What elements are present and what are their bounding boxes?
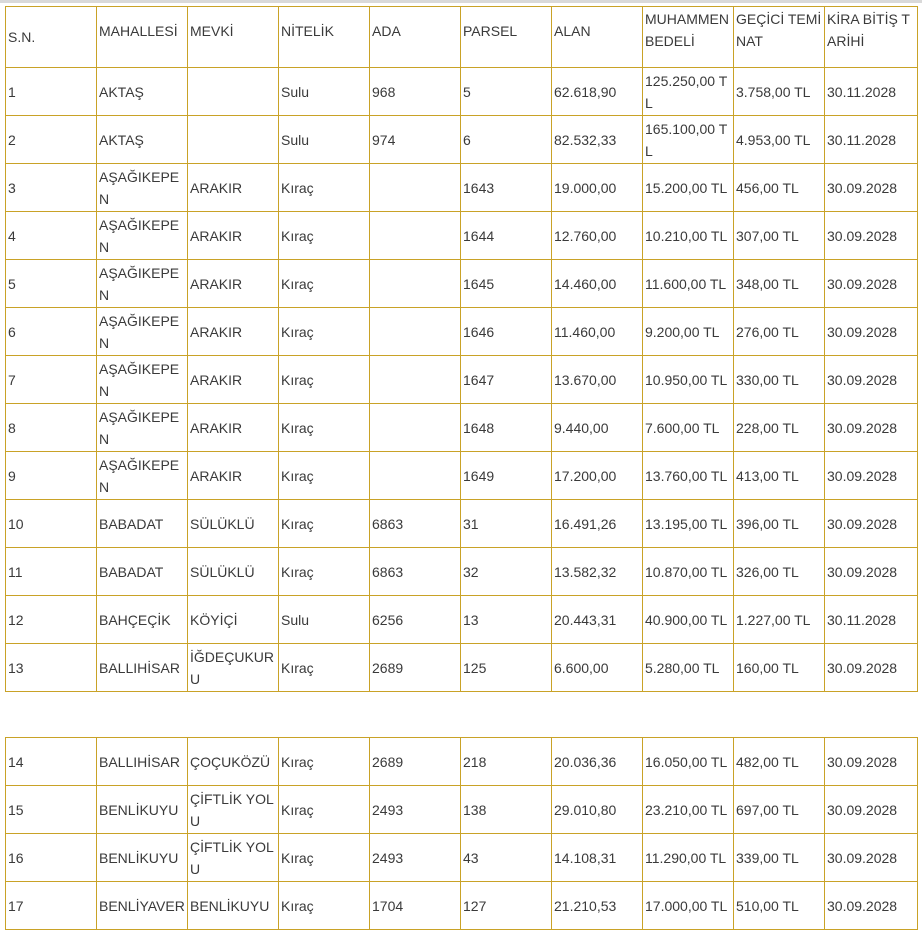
table-row bbox=[6, 164, 918, 212]
sira-no-cell: 15 bbox=[6, 786, 97, 834]
mahalle-cell: AKTAŞ bbox=[97, 116, 188, 164]
mahalle-cell: AŞAĞIKEPEN bbox=[97, 164, 188, 212]
kira-bitis-tarihi-cell: 30.09.2028 bbox=[825, 500, 918, 548]
header-cell-mevki: MEVKİ bbox=[188, 7, 279, 68]
parsel-cell: 1644 bbox=[461, 212, 552, 260]
ada-cell: 1704 bbox=[370, 882, 461, 930]
nitelik-cell: Kıraç bbox=[279, 164, 370, 212]
sira-no-cell: 9 bbox=[6, 452, 97, 500]
mahalle-cell: BENLİKUYU bbox=[97, 786, 188, 834]
ada-cell: 968 bbox=[370, 68, 461, 116]
nitelik-cell: Sulu bbox=[279, 116, 370, 164]
gecici-teminat-cell: 339,00 TL bbox=[734, 834, 825, 882]
alan-cell: 19.000,00 bbox=[552, 164, 643, 212]
mevki-cell: ARAKIR bbox=[188, 308, 279, 356]
kira-bitis-tarihi-cell: 30.09.2028 bbox=[825, 212, 918, 260]
mahalle-cell: BENLİKUYU bbox=[97, 834, 188, 882]
alan-cell: 17.200,00 bbox=[552, 452, 643, 500]
table-row bbox=[6, 786, 918, 834]
parsel-cell: 1643 bbox=[461, 164, 552, 212]
kira-bitis-tarihi-cell: 30.09.2028 bbox=[825, 738, 918, 786]
sira-no-cell: 8 bbox=[6, 404, 97, 452]
muhammen-bedel-cell: 13.760,00 TL bbox=[643, 452, 734, 500]
parsel-cell: 1648 bbox=[461, 404, 552, 452]
kira-bitis-tarihi-cell: 30.09.2028 bbox=[825, 308, 918, 356]
nitelik-cell: Kıraç bbox=[279, 260, 370, 308]
mevki-cell: SÜLÜKLÜ bbox=[188, 548, 279, 596]
header-cell-sn: S.N. bbox=[6, 7, 97, 68]
alan-cell: 16.491,26 bbox=[552, 500, 643, 548]
muhammen-bedel-cell: 23.210,00 TL bbox=[643, 786, 734, 834]
header-cell-alan: ALAN bbox=[552, 7, 643, 68]
ada-cell: 2689 bbox=[370, 644, 461, 692]
gecici-teminat-cell: 4.953,00 TL bbox=[734, 116, 825, 164]
mevki-cell: SÜLÜKLÜ bbox=[188, 500, 279, 548]
ada-cell: 6863 bbox=[370, 500, 461, 548]
gecici-teminat-cell: 276,00 TL bbox=[734, 308, 825, 356]
muhammen-bedel-cell: 11.290,00 TL bbox=[643, 834, 734, 882]
ada-cell bbox=[370, 308, 461, 356]
kira-bitis-tarihi-cell: 30.11.2028 bbox=[825, 596, 918, 644]
mevki-cell: KÖYİÇİ bbox=[188, 596, 279, 644]
header-cell-parsel: PARSEL bbox=[461, 7, 552, 68]
nitelik-cell: Kıraç bbox=[279, 548, 370, 596]
alan-cell: 12.760,00 bbox=[552, 212, 643, 260]
ada-cell: 2493 bbox=[370, 834, 461, 882]
alan-cell: 13.670,00 bbox=[552, 356, 643, 404]
ada-cell bbox=[370, 164, 461, 212]
sira-no-cell: 2 bbox=[6, 116, 97, 164]
muhammen-bedel-cell: 7.600,00 TL bbox=[643, 404, 734, 452]
table-row bbox=[6, 644, 918, 692]
gecici-teminat-cell: 396,00 TL bbox=[734, 500, 825, 548]
sira-no-cell: 5 bbox=[6, 260, 97, 308]
kira-bitis-tarihi-cell: 30.09.2028 bbox=[825, 452, 918, 500]
ada-cell: 974 bbox=[370, 116, 461, 164]
header-cell-kira-bitis-tarihi: KİRA BİTİŞ TARİHİ bbox=[825, 7, 918, 68]
parsel-cell: 1645 bbox=[461, 260, 552, 308]
nitelik-cell: Kıraç bbox=[279, 212, 370, 260]
parsel-cell: 32 bbox=[461, 548, 552, 596]
sira-no-cell: 10 bbox=[6, 500, 97, 548]
kira-bitis-tarihi-cell: 30.09.2028 bbox=[825, 834, 918, 882]
mevki-cell: ÇİFTLİK YOLU bbox=[188, 834, 279, 882]
muhammen-bedel-cell: 16.050,00 TL bbox=[643, 738, 734, 786]
gecici-teminat-cell: 326,00 TL bbox=[734, 548, 825, 596]
nitelik-cell: Kıraç bbox=[279, 738, 370, 786]
nitelik-cell: Kıraç bbox=[279, 786, 370, 834]
ada-cell: 6863 bbox=[370, 548, 461, 596]
parsel-cell: 13 bbox=[461, 596, 552, 644]
sira-no-cell: 12 bbox=[6, 596, 97, 644]
sira-no-cell: 1 bbox=[6, 68, 97, 116]
alan-cell: 82.532,33 bbox=[552, 116, 643, 164]
gecici-teminat-cell: 697,00 TL bbox=[734, 786, 825, 834]
nitelik-cell: Kıraç bbox=[279, 882, 370, 930]
table-row bbox=[6, 882, 918, 930]
ada-cell bbox=[370, 260, 461, 308]
alan-cell: 29.010,80 bbox=[552, 786, 643, 834]
mevki-cell bbox=[188, 116, 279, 164]
alan-cell: 13.582,32 bbox=[552, 548, 643, 596]
sira-no-cell: 17 bbox=[6, 882, 97, 930]
parsel-cell: 1649 bbox=[461, 452, 552, 500]
table-row bbox=[6, 404, 918, 452]
header-cell-mahalle: MAHALLESİ bbox=[97, 7, 188, 68]
table-header-row bbox=[6, 7, 918, 68]
muhammen-bedel-cell: 40.900,00 TL bbox=[643, 596, 734, 644]
mahalle-cell: BAHÇEÇİK bbox=[97, 596, 188, 644]
mahalle-cell: AŞAĞIKEPEN bbox=[97, 356, 188, 404]
mevki-cell bbox=[188, 68, 279, 116]
kira-bitis-tarihi-cell: 30.09.2028 bbox=[825, 356, 918, 404]
mevki-cell: ARAKIR bbox=[188, 404, 279, 452]
alan-cell: 14.108,31 bbox=[552, 834, 643, 882]
mahalle-cell: AŞAĞIKEPEN bbox=[97, 308, 188, 356]
table-row bbox=[6, 834, 918, 882]
parsel-cell: 138 bbox=[461, 786, 552, 834]
alan-cell: 6.600,00 bbox=[552, 644, 643, 692]
muhammen-bedel-cell: 15.200,00 TL bbox=[643, 164, 734, 212]
nitelik-cell: Kıraç bbox=[279, 644, 370, 692]
nitelik-cell: Kıraç bbox=[279, 308, 370, 356]
kira-bitis-tarihi-cell: 30.09.2028 bbox=[825, 404, 918, 452]
mevki-cell: ARAKIR bbox=[188, 452, 279, 500]
muhammen-bedel-cell: 13.195,00 TL bbox=[643, 500, 734, 548]
nitelik-cell: Kıraç bbox=[279, 356, 370, 404]
table-row bbox=[6, 260, 918, 308]
ada-cell bbox=[370, 452, 461, 500]
table-row bbox=[6, 738, 918, 786]
gecici-teminat-cell: 3.758,00 TL bbox=[734, 68, 825, 116]
mahalle-cell: BABADAT bbox=[97, 548, 188, 596]
ada-cell bbox=[370, 404, 461, 452]
header-cell-muhammen-bedeli: MUHAMMEN BEDELİ bbox=[643, 7, 734, 68]
gecici-teminat-cell: 228,00 TL bbox=[734, 404, 825, 452]
mevki-cell: BENLİKUYU bbox=[188, 882, 279, 930]
mevki-cell: ARAKIR bbox=[188, 356, 279, 404]
sira-no-cell: 13 bbox=[6, 644, 97, 692]
nitelik-cell: Sulu bbox=[279, 596, 370, 644]
gecici-teminat-cell: 307,00 TL bbox=[734, 212, 825, 260]
gecici-teminat-cell: 456,00 TL bbox=[734, 164, 825, 212]
gecici-teminat-cell: 348,00 TL bbox=[734, 260, 825, 308]
kira-bitis-tarihi-cell: 30.09.2028 bbox=[825, 260, 918, 308]
muhammen-bedel-cell: 125.250,00 TL bbox=[643, 68, 734, 116]
sira-no-cell: 16 bbox=[6, 834, 97, 882]
ada-cell: 6256 bbox=[370, 596, 461, 644]
header-cell-gecici-teminat: GEÇİCİ TEMİNAT bbox=[734, 7, 825, 68]
parsel-cell: 5 bbox=[461, 68, 552, 116]
mahalle-cell: AŞAĞIKEPEN bbox=[97, 452, 188, 500]
muhammen-bedel-cell: 10.870,00 TL bbox=[643, 548, 734, 596]
sira-no-cell: 4 bbox=[6, 212, 97, 260]
alan-cell: 9.440,00 bbox=[552, 404, 643, 452]
alan-cell: 20.443,31 bbox=[552, 596, 643, 644]
parsel-cell: 125 bbox=[461, 644, 552, 692]
parsel-cell: 218 bbox=[461, 738, 552, 786]
table-row bbox=[6, 548, 918, 596]
kira-bitis-tarihi-cell: 30.09.2028 bbox=[825, 882, 918, 930]
header-cell-ada: ADA bbox=[370, 7, 461, 68]
muhammen-bedel-cell: 5.280,00 TL bbox=[643, 644, 734, 692]
muhammen-bedel-cell: 9.200,00 TL bbox=[643, 308, 734, 356]
mahalle-cell: AŞAĞIKEPEN bbox=[97, 212, 188, 260]
kira-bitis-tarihi-cell: 30.09.2028 bbox=[825, 548, 918, 596]
parsel-cell: 43 bbox=[461, 834, 552, 882]
alan-cell: 20.036,36 bbox=[552, 738, 643, 786]
muhammen-bedel-cell: 17.000,00 TL bbox=[643, 882, 734, 930]
alan-cell: 21.210,53 bbox=[552, 882, 643, 930]
header-cell-nitelik: NİTELİK bbox=[279, 7, 370, 68]
mevki-cell: ARAKIR bbox=[188, 260, 279, 308]
gecici-teminat-cell: 510,00 TL bbox=[734, 882, 825, 930]
alan-cell: 11.460,00 bbox=[552, 308, 643, 356]
mahalle-cell: BALLIHİSAR bbox=[97, 644, 188, 692]
alan-cell: 14.460,00 bbox=[552, 260, 643, 308]
table-row bbox=[6, 212, 918, 260]
parsel-cell: 1646 bbox=[461, 308, 552, 356]
nitelik-cell: Sulu bbox=[279, 68, 370, 116]
mahalle-cell: BALLIHİSAR bbox=[97, 738, 188, 786]
gecici-teminat-cell: 1.227,00 TL bbox=[734, 596, 825, 644]
ada-cell bbox=[370, 356, 461, 404]
mahalle-cell: BABADAT bbox=[97, 500, 188, 548]
mevki-cell: ÇOÇUKÖZÜ bbox=[188, 738, 279, 786]
mevki-cell: İĞDEÇUKURU bbox=[188, 644, 279, 692]
mahalle-cell: AŞAĞIKEPEN bbox=[97, 404, 188, 452]
ada-cell: 2493 bbox=[370, 786, 461, 834]
alan-cell: 62.618,90 bbox=[552, 68, 643, 116]
kira-bitis-tarihi-cell: 30.09.2028 bbox=[825, 786, 918, 834]
kira-bitis-tarihi-cell: 30.11.2028 bbox=[825, 68, 918, 116]
mahalle-cell: BENLİYAVER bbox=[97, 882, 188, 930]
table-row bbox=[6, 596, 918, 644]
ada-cell bbox=[370, 212, 461, 260]
parsel-cell: 127 bbox=[461, 882, 552, 930]
sira-no-cell: 6 bbox=[6, 308, 97, 356]
ada-cell: 2689 bbox=[370, 738, 461, 786]
sira-no-cell: 3 bbox=[6, 164, 97, 212]
nitelik-cell: Kıraç bbox=[279, 452, 370, 500]
parsel-cell: 31 bbox=[461, 500, 552, 548]
land-lease-table-part-1 bbox=[5, 6, 918, 692]
mevki-cell: ÇİFTLİK YOLU bbox=[188, 786, 279, 834]
table-row bbox=[6, 356, 918, 404]
page-top-divider bbox=[0, 0, 922, 3]
mahalle-cell: AKTAŞ bbox=[97, 68, 188, 116]
sira-no-cell: 7 bbox=[6, 356, 97, 404]
table-row bbox=[6, 452, 918, 500]
muhammen-bedel-cell: 11.600,00 TL bbox=[643, 260, 734, 308]
kira-bitis-tarihi-cell: 30.09.2028 bbox=[825, 644, 918, 692]
sira-no-cell: 14 bbox=[6, 738, 97, 786]
table-row bbox=[6, 500, 918, 548]
gecici-teminat-cell: 482,00 TL bbox=[734, 738, 825, 786]
nitelik-cell: Kıraç bbox=[279, 834, 370, 882]
parsel-cell: 6 bbox=[461, 116, 552, 164]
kira-bitis-tarihi-cell: 30.09.2028 bbox=[825, 164, 918, 212]
mahalle-cell: AŞAĞIKEPEN bbox=[97, 260, 188, 308]
table-row bbox=[6, 116, 918, 164]
gecici-teminat-cell: 413,00 TL bbox=[734, 452, 825, 500]
mevki-cell: ARAKIR bbox=[188, 212, 279, 260]
mevki-cell: ARAKIR bbox=[188, 164, 279, 212]
table-row bbox=[6, 308, 918, 356]
parsel-cell: 1647 bbox=[461, 356, 552, 404]
nitelik-cell: Kıraç bbox=[279, 404, 370, 452]
table-row bbox=[6, 68, 918, 116]
sira-no-cell: 11 bbox=[6, 548, 97, 596]
nitelik-cell: Kıraç bbox=[279, 500, 370, 548]
land-lease-table-part-2 bbox=[5, 737, 918, 930]
gecici-teminat-cell: 330,00 TL bbox=[734, 356, 825, 404]
kira-bitis-tarihi-cell: 30.11.2028 bbox=[825, 116, 918, 164]
gecici-teminat-cell: 160,00 TL bbox=[734, 644, 825, 692]
muhammen-bedel-cell: 10.950,00 TL bbox=[643, 356, 734, 404]
muhammen-bedel-cell: 10.210,00 TL bbox=[643, 212, 734, 260]
muhammen-bedel-cell: 165.100,00 TL bbox=[643, 116, 734, 164]
